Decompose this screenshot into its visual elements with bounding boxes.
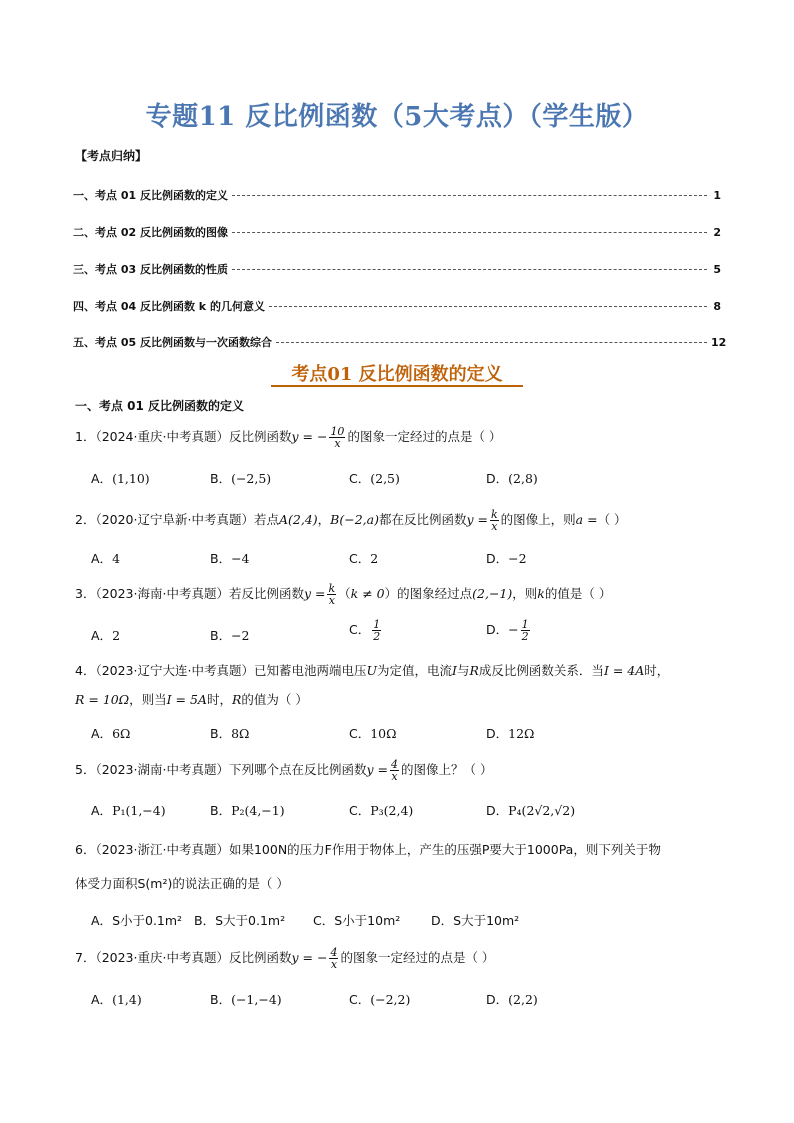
option-label: B． [194,913,216,928]
separator: ， [317,512,331,527]
option-a[interactable] [91,724,130,742]
question-stem: 的图像上，则 [500,512,576,527]
toc-page: 12 [711,336,727,349]
option-label: B． [210,628,232,643]
option-value: P₂(4,−1) [231,803,285,818]
option-value: −2 [508,551,527,566]
option-value: 10Ω [370,726,397,741]
option-label: B． [210,551,232,566]
denominator: x [491,520,498,533]
fraction [327,583,336,606]
denominator: x [334,437,341,450]
option-value: (−1,−4) [231,992,282,1007]
option-d[interactable] [486,549,527,567]
option-b[interactable] [210,801,285,819]
question-5 [75,759,492,782]
option-d[interactable] [486,801,575,819]
fraction [372,619,381,642]
option-value: −2 [231,628,250,643]
option-value: S大于0.1m² [215,913,286,928]
option-value: 6Ω [112,726,131,741]
variable: U [366,663,378,678]
question-6-line-2: 体受力面积S(m²)的说法正确的是（ ） [75,876,289,891]
question-stem: 4．（2023·辽宁大连·中考真题）已知蓄电池两端电压 [75,663,367,678]
option-b[interactable] [210,724,249,742]
option-sign: − [508,622,519,637]
option-label: D． [486,471,509,486]
option-value: P₁(1,−4) [112,803,166,818]
question-stem: ，则 [512,586,538,601]
option-a[interactable] [91,911,182,929]
option-value: (2,2) [508,992,538,1007]
toc-item[interactable] [73,224,721,240]
denominator: x [391,770,398,783]
toc-leader [232,232,707,233]
question-stem: 7．（2023·重庆·中考真题）反比例函数 [75,950,292,965]
summary-heading: 【考点归纳】 [75,149,148,163]
toc-label: 五、考点 05 反比例函数与一次函数综合 [73,336,272,349]
option-value: S小于0.1m² [112,913,183,928]
toc-page: 2 [713,226,721,239]
option-value: (2,8) [508,471,538,486]
option-label: B． [210,992,232,1007]
option-label: A． [91,628,113,643]
option-label: A． [91,913,113,928]
section-title: 考点01 反比例函数的定义 [291,364,503,385]
fraction [329,426,345,449]
fraction [490,509,499,532]
option-b[interactable] [210,626,250,644]
denominator: 2 [373,630,381,643]
option-label: C． [349,992,371,1007]
numerator: k [490,508,498,521]
option-value: 2 [370,551,379,566]
question-stem: 为定值，电流 [377,663,453,678]
variable: k [537,586,545,601]
option-label: C． [313,913,335,928]
point: (2,−1) [472,586,513,601]
question-4-line-2 [75,691,308,709]
option-value: 2 [112,628,121,643]
question-stem: 成反比例函数关系．当 [478,663,604,678]
formula: y = [303,586,326,601]
option-value: 8Ω [231,726,250,741]
equation: I = 4A [603,663,645,678]
option-label: D． [486,622,509,637]
numerator: 4 [330,946,338,959]
formula: y = [366,762,388,777]
question-stem: 的值为（ ） [241,692,308,707]
option-b[interactable] [210,549,250,567]
option-value: P₄(2√2,√2) [508,803,576,818]
option-c[interactable] [349,469,400,487]
question-stem: 的图象一定经过的点是（ ） [340,950,495,965]
option-value: (1,4) [112,992,142,1007]
formula: y = − [291,429,328,444]
variable: I [452,663,457,678]
toc-item[interactable] [73,261,721,277]
option-d[interactable] [486,990,538,1008]
option-c[interactable] [349,724,397,742]
option-label: C． [349,551,371,566]
option-label: A． [91,803,113,818]
option-label: D． [486,726,509,741]
toc-leader [269,306,707,307]
numerator: 1 [521,618,529,631]
option-b[interactable] [194,911,285,929]
option-label: B． [210,471,232,486]
option-label: A． [91,551,113,566]
option-label: C． [349,726,371,741]
page-title: 专题11 反比例函数（5大考点）（学生版） [145,102,649,132]
toc-label: 二、考点 02 反比例函数的图像 [73,226,228,239]
toc-item[interactable] [73,298,721,314]
fraction [390,759,399,782]
option-value: (1,10) [112,471,150,486]
question-stem: 3．（2023·海南·中考真题）若反比例函数 [75,586,304,601]
option-label: C． [349,622,371,637]
option-label: A． [91,471,113,486]
question-stem: 5．（2023·湖南·中考真题）下列哪个点在反比例函数 [75,762,367,777]
numerator: 4 [390,758,398,771]
toc-leader [276,342,707,343]
option-value: S小于10m² [334,913,401,928]
option-a[interactable] [91,469,150,487]
option-value: P₃(2,4) [370,803,414,818]
question-stem: 与 [456,663,470,678]
question-stem: ，则当 [129,692,167,707]
option-value: 12Ω [508,726,535,741]
option-label: D． [486,992,509,1007]
option-label: D． [486,803,509,818]
variable: R [231,692,242,707]
subsection-heading: 一、考点 01 反比例函数的定义 [75,399,245,413]
option-label: C． [349,471,371,486]
question-stem: 时， [206,692,232,707]
question-6-line-1: 6．（2023·浙江·中考真题）如果100N的压力F作用于物体上，产生的压强P要大于1000Pa，则下列关于物 [75,842,661,857]
numerator: k [328,582,336,595]
variable: R [469,663,479,678]
option-value: S大于10m² [453,913,520,928]
toc-leader [232,269,707,270]
option-d[interactable] [486,724,534,742]
option-label: A． [91,726,113,741]
option-label: B． [210,803,232,818]
option-value: −4 [231,551,250,566]
option-value: (2,5) [370,471,400,486]
question-4-line-1 [75,662,669,680]
question-7 [75,947,494,970]
equation: R = 10Ω [75,692,130,707]
question-stem: 的值是（ ） [544,586,612,601]
option-c[interactable] [349,619,383,642]
formula: y = [466,512,488,527]
option-c[interactable] [349,549,378,567]
question-stem: （ ） [597,512,627,527]
question-stem: ）的图象经过点 [384,586,473,601]
question-stem: 的图象一定经过的点是（ ） [347,429,502,444]
formula: a = [575,512,598,527]
option-value: (−2,5) [231,471,272,486]
condition: k ≠ 0 [350,586,385,601]
fraction [521,619,530,642]
question-stem: （ [338,586,351,601]
question-3 [75,583,611,606]
option-label: B． [210,726,232,741]
question-stem: 2．（2020·辽宁阜新·中考真题）若点 [75,512,279,527]
question-stem: 1．（2024·重庆·中考真题）反比例函数 [75,429,292,444]
fraction [329,947,338,970]
denominator: x [330,958,338,971]
option-d[interactable] [431,911,519,929]
question-stem: 的图像上？（ ） [400,762,493,777]
toc-label: 一、考点 01 反比例函数的定义 [73,189,228,202]
equation: I = 5A [166,692,207,707]
option-label: D． [431,913,454,928]
option-d[interactable] [486,469,538,487]
toc-page: 8 [713,300,721,313]
option-c[interactable] [349,801,413,819]
toc-label: 四、考点 04 反比例函数 k 的几何意义 [73,300,265,313]
question-2 [75,509,627,532]
numerator: 1 [373,618,381,631]
section-title-underline [271,385,523,387]
option-label: A． [91,992,113,1007]
point: A(2,4) [278,512,318,527]
point: B(−2,a) [330,512,379,527]
question-stem: 都在反比例函数 [378,512,467,527]
option-b[interactable] [210,469,271,487]
formula: y = − [291,950,328,965]
option-a[interactable] [91,801,166,819]
option-label: D． [486,551,509,566]
numerator: 10 [330,425,345,438]
toc-label: 三、考点 03 反比例函数的性质 [73,263,228,276]
toc-item[interactable] [73,334,727,350]
toc-page: 5 [713,263,721,276]
denominator: 2 [521,630,529,643]
option-a[interactable] [91,549,120,567]
option-c[interactable] [313,911,400,929]
option-b[interactable] [210,990,282,1008]
option-d[interactable] [486,619,532,642]
option-c[interactable] [349,990,410,1008]
toc-leader [232,195,707,196]
toc-page: 1 [713,189,721,202]
option-a[interactable] [91,626,120,644]
question-stem: 时， [644,663,670,678]
option-label: C． [349,803,371,818]
option-value: (−2,2) [370,992,411,1007]
question-1 [75,426,501,449]
option-a[interactable] [91,990,142,1008]
toc-item[interactable] [73,187,721,203]
denominator: x [328,594,335,607]
option-value: 4 [112,551,121,566]
